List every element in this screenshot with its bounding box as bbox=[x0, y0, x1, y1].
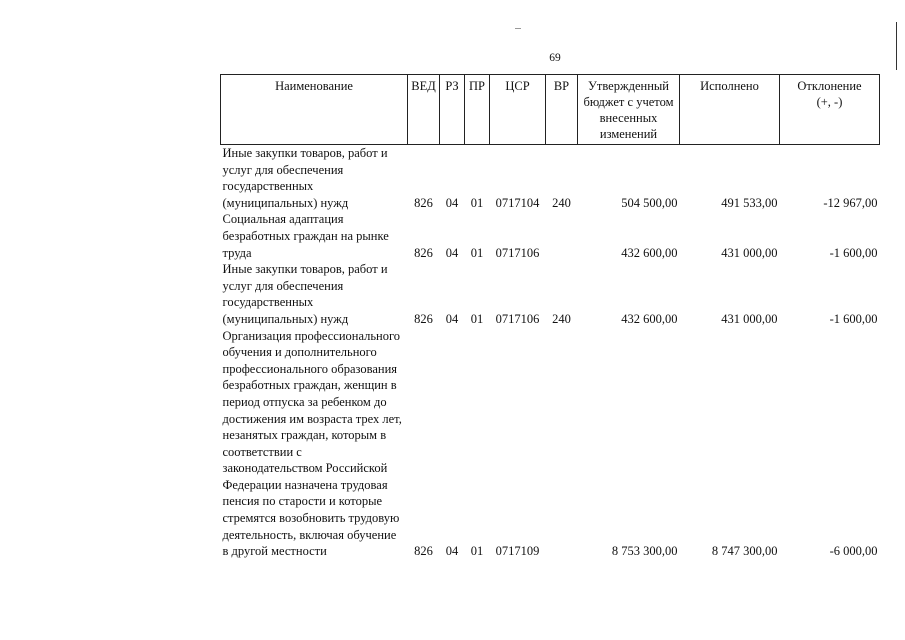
header-approved-line: изменений bbox=[599, 127, 658, 141]
header-approved bbox=[578, 75, 680, 145]
table-row bbox=[221, 211, 880, 261]
table-row bbox=[221, 261, 880, 327]
row-pr: 01 bbox=[470, 195, 484, 210]
row-name-line: незанятых граждан, которым в bbox=[222, 428, 387, 443]
header-csr: ЦСР bbox=[490, 75, 546, 145]
header-approved-line: Утвержденный bbox=[588, 79, 669, 93]
row-name-line: деятельность, включая обучение bbox=[222, 527, 397, 542]
row-pr: 01 bbox=[470, 544, 484, 559]
row-executed: 8 747 300,00 bbox=[711, 544, 778, 559]
row-ved: 826 bbox=[414, 311, 433, 326]
row-deviation: -1 600,00 bbox=[829, 311, 878, 326]
row-name bbox=[221, 328, 408, 560]
row-name-line: стремятся возобновить трудовую bbox=[222, 511, 400, 526]
row-name-line: государственных bbox=[222, 179, 314, 194]
page-number: 69 bbox=[549, 52, 561, 64]
row-rz: 04 bbox=[445, 245, 459, 260]
row-name-line: законодательством Российской bbox=[222, 461, 388, 476]
table-row bbox=[221, 328, 880, 560]
row-vr: 240 bbox=[552, 311, 571, 326]
row-ved: 826 bbox=[414, 245, 433, 260]
row-csr: 0717106 bbox=[495, 311, 540, 326]
row-name-line: Иные закупки товаров, работ и bbox=[222, 146, 388, 160]
row-name-line: профессионального образования bbox=[222, 361, 398, 376]
row-pr: 01 bbox=[470, 311, 484, 326]
table-row bbox=[221, 145, 880, 212]
header-deviation-line: (+, -) bbox=[816, 95, 843, 109]
row-deviation: -1 600,00 bbox=[829, 245, 878, 260]
row-ved: 826 bbox=[414, 544, 433, 559]
row-deviation: -6 000,00 bbox=[829, 544, 878, 559]
header-deviation bbox=[780, 75, 880, 145]
row-name-line: услуг для обеспечения bbox=[222, 278, 344, 293]
row-name-line: период отпуска за ребенком до bbox=[222, 394, 387, 409]
header-ved: ВЕД bbox=[408, 75, 440, 145]
header-pr: ПР bbox=[465, 75, 490, 145]
row-rz: 04 bbox=[445, 544, 459, 559]
budget-execution-table bbox=[220, 74, 880, 560]
row-name-line: соответствии с bbox=[222, 444, 302, 459]
row-name-line: обучения и дополнительного bbox=[222, 345, 377, 360]
row-name-line: в другой местности bbox=[222, 544, 327, 559]
row-vr: 240 bbox=[552, 195, 571, 210]
row-name bbox=[221, 261, 408, 327]
row-name bbox=[221, 211, 408, 261]
row-name-line: труда bbox=[222, 245, 252, 260]
row-vr bbox=[546, 328, 578, 560]
row-approved: 504 500,00 bbox=[621, 195, 678, 210]
row-pr: 01 bbox=[470, 245, 484, 260]
row-approved: 8 753 300,00 bbox=[611, 544, 678, 559]
header-name: Наименование bbox=[221, 75, 408, 145]
row-deviation: -12 967,00 bbox=[823, 195, 878, 210]
row-approved: 432 600,00 bbox=[621, 245, 678, 260]
scan-edge-line bbox=[896, 22, 897, 70]
row-rz: 04 bbox=[445, 311, 459, 326]
header-approved-line: внесенных bbox=[599, 111, 658, 125]
row-name-line: (муниципальных) нужд bbox=[222, 195, 349, 210]
header-executed: Исполнено bbox=[680, 75, 780, 145]
row-name-line: (муниципальных) нужд bbox=[222, 311, 349, 326]
row-name-line: безработных граждан на рынке bbox=[222, 228, 389, 243]
row-name-line: услуг для обеспечения bbox=[222, 162, 344, 177]
row-rz: 04 bbox=[445, 195, 459, 210]
row-csr: 0717104 bbox=[495, 195, 540, 210]
row-executed: 491 533,00 bbox=[721, 195, 778, 210]
row-approved: 432 600,00 bbox=[621, 311, 678, 326]
row-name-line: безработных граждан, женщин в bbox=[222, 378, 397, 393]
row-name-line: Иные закупки товаров, работ и bbox=[222, 262, 388, 277]
header-deviation-line: Отклонение bbox=[797, 79, 862, 93]
scan-mark bbox=[515, 28, 521, 29]
row-ved: 826 bbox=[414, 195, 433, 210]
row-name-line: Социальная адаптация bbox=[222, 212, 344, 227]
header-row bbox=[221, 75, 880, 145]
row-name-line: достижения им возраста трех лет, bbox=[222, 411, 402, 426]
row-name-line: государственных bbox=[222, 295, 314, 310]
row-name bbox=[221, 145, 408, 212]
row-name-line: Организация профессионального bbox=[222, 328, 401, 343]
row-executed: 431 000,00 bbox=[721, 245, 778, 260]
header-vr: ВР bbox=[546, 75, 578, 145]
header-approved-line: бюджет с учетом bbox=[583, 95, 674, 109]
row-executed: 431 000,00 bbox=[721, 311, 778, 326]
row-name-line: пенсия по старости и которые bbox=[222, 494, 383, 509]
row-name-line: Федерации назначена трудовая bbox=[222, 477, 388, 492]
row-csr: 0717109 bbox=[495, 544, 540, 559]
header-rz: РЗ bbox=[440, 75, 465, 145]
row-csr: 0717106 bbox=[495, 245, 540, 260]
row-vr bbox=[546, 211, 578, 261]
